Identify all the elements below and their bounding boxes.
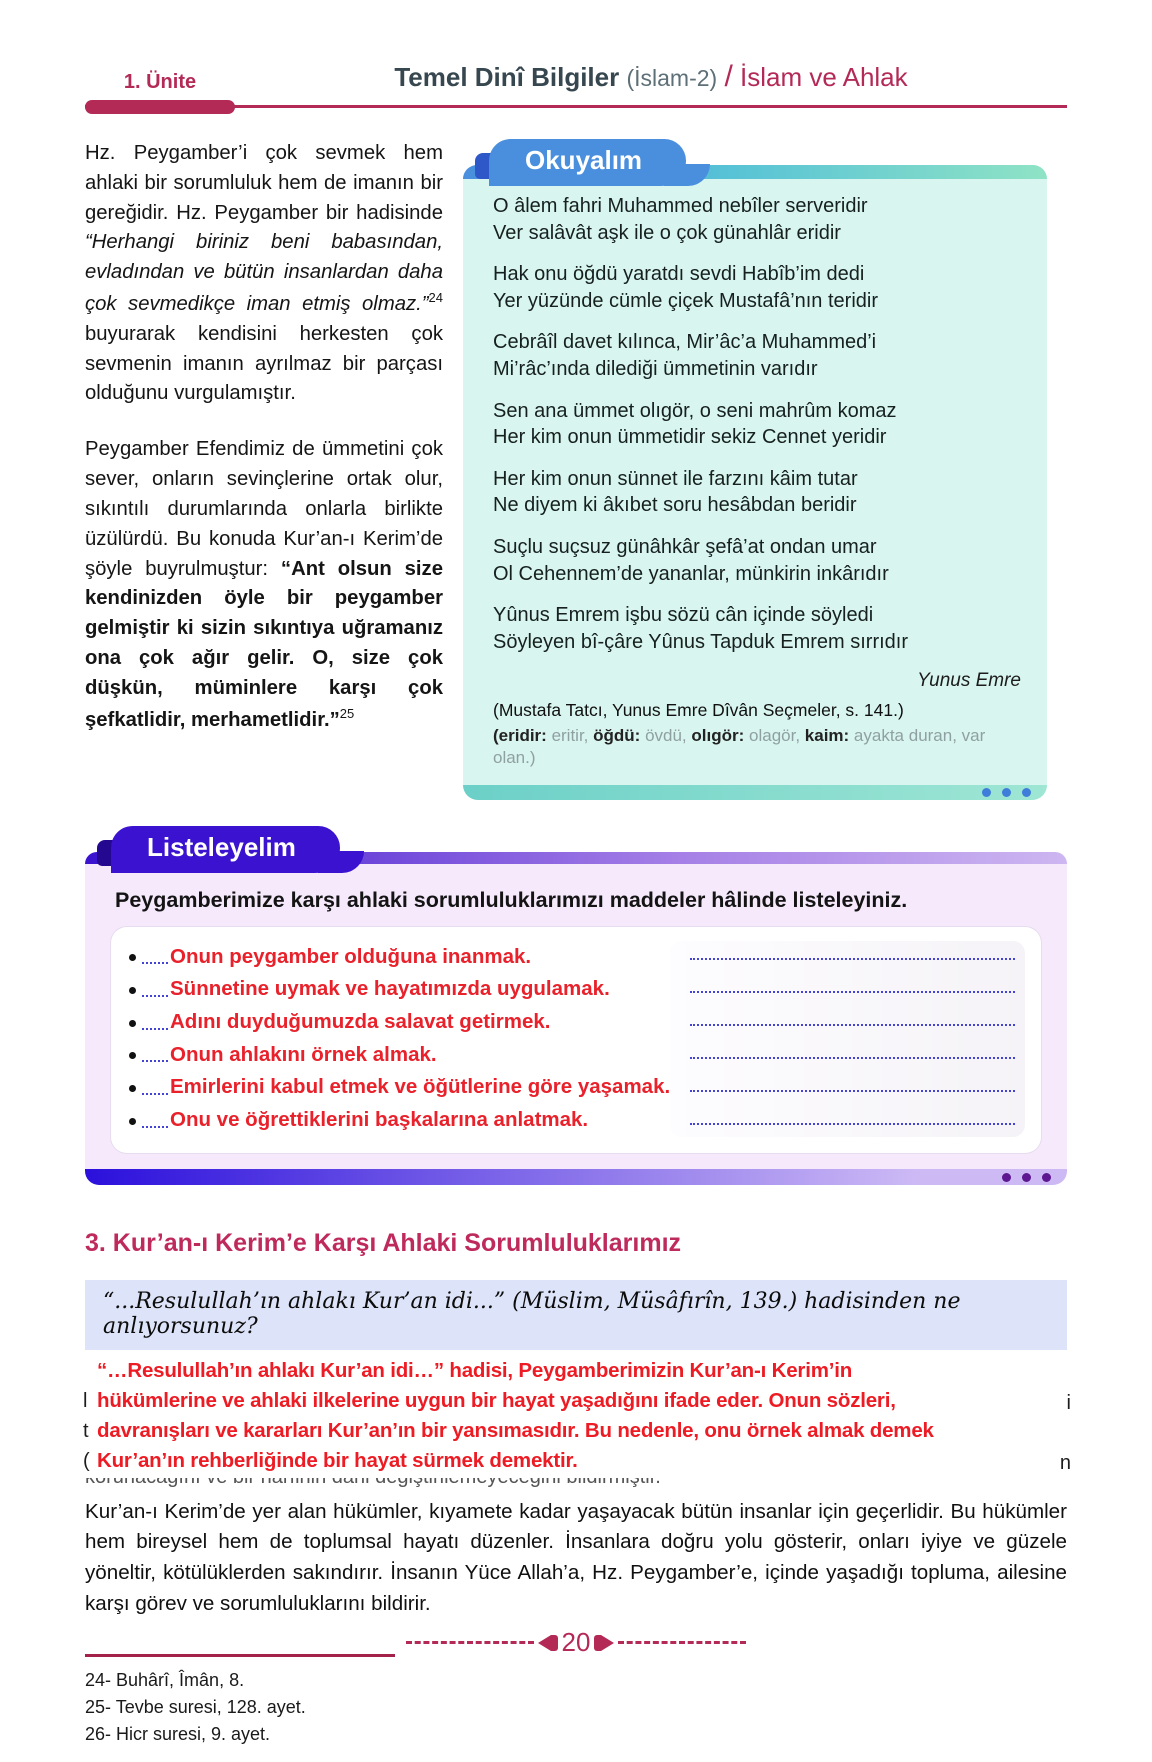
listeleyelim-bottom-strip <box>85 1169 1067 1185</box>
answer-row[interactable] <box>123 1104 670 1137</box>
listeleyelim-dots <box>1002 1173 1051 1182</box>
answer-text[interactable]: Emirlerini kabul etmek ve öğütlerine göre yaşamak. <box>170 1075 671 1099</box>
answer-row[interactable] <box>123 1071 670 1104</box>
okuyalim-dots <box>982 788 1031 797</box>
poem-line-2: Ver salâvât aşk ile o çok günahlâr eridir <box>493 221 841 244</box>
footnotes <box>85 1654 1067 1748</box>
blank-line[interactable] <box>690 1023 1015 1026</box>
bullet-icon <box>129 954 136 961</box>
answer-write-line[interactable] <box>142 962 168 964</box>
answer-text[interactable]: Sünnetine uymak ve hayatımızda uygulamak. <box>170 977 610 1001</box>
answer-write-line[interactable] <box>142 1028 168 1030</box>
blank-line[interactable] <box>690 1056 1015 1059</box>
poem-line-1: Hak onu öğdü yaratdı sevdi Habîb’im dedi <box>493 263 865 286</box>
footer-right-arrow-icon <box>594 1635 614 1651</box>
blank-line[interactable] <box>690 957 1015 960</box>
poem-source: (Mustafa Tatcı, Yunus Emre Dîvân Seçmeler, s. 141.) <box>493 700 904 721</box>
intro-paragraph-2: Peygamber Efendimiz de ümmetini çok sever, onların sevinçlerine ortak olur, sıkıntılı durumlarında onlarla birlikte üzülürdü. Bu konuda Kur’an-ı Kerim’de şöyle buyrulmuştur: “Ant olsun size kendinizden öyle bir peygamber gelmiştir ki sizin sıkıntıya uğramanız ona çok ağır gelir. O, size çok düşkün, müminlere karşı çok şefkatlidir, merhametlidir.”$^{25}$ <box>85 438 443 731</box>
body-paragraph: Kur’an-ı Kerim’de yer alan hükümler, kıyamete kadar yaşayacak bütün insanlar için geçerlidir. Bu hükümler hem bireysel hem de toplumsal hayatı düzenler. İnsanlara doğru yolu gösterir, onları iyiye ve güzele yöneltir, kötülüklerden sakındırır. İnsanın Yüce Allah’a, Hz. Peygamber’e, içinde yaşadığı topluma, ailesine karşı görev ve sorumluluklarını bildirir. <box>85 1499 1067 1616</box>
bullet-icon <box>129 1085 136 1092</box>
poem-couplet <box>493 193 1025 246</box>
footnote: 26- Hicr suresi, 9. ayet. <box>85 1724 271 1745</box>
poem <box>493 193 1025 655</box>
question-bar: “...Resulullah’ın ahlakı Kur’an idi...” (Müslim, Müsâfırîn, 139.) hadisinden ne anlıyorsunuz? <box>85 1280 1067 1350</box>
page-number: 20 <box>561 1627 591 1657</box>
answer-row[interactable] <box>123 941 670 974</box>
poem-attribution: Yunus Emre <box>917 670 1021 692</box>
blank-line[interactable] <box>690 1122 1015 1125</box>
page-footer <box>0 1627 1152 1658</box>
okuyalim-box <box>463 145 1047 800</box>
answers-card <box>111 927 1041 1153</box>
intro-paragraph-1: Hz. Peygamber’i çok sevmek hem ahlaki bir sorumluluk hem de imanın bir gereğidir. Hz. Peygamber bir hadisinde “Herhangi biriniz beni babasından, evladından ve bütün insanlardan daha çok sevmedikçe iman etmiş olmaz.”$^{24}$ buyurarak kendisini herkesten çok sevmenin imanın ayrılmaz bir parçası olduğunu vurgulamıştır. <box>85 142 443 405</box>
poem-line-1: Suçlu suçsuz günâhkâr şefâ’at ondan umar <box>493 535 877 558</box>
poem-line-2: Mi’râc’ında dilediği ümmetinin varıdır <box>493 357 818 380</box>
bullet-icon <box>129 1052 136 1059</box>
book-title: Temel Dinî Bilgiler <box>394 62 620 92</box>
answer-line[interactable]: davranışları ve kararları Kur’an’ın bir yansımasıdır. Bu nedenle, onu örnek almak demek <box>97 1418 934 1442</box>
poem-couplet <box>493 261 1025 314</box>
poem-line-2: Söyleyen bî-çâre Yûnus Tapduk Emrem sırrıdır <box>493 630 908 653</box>
obscured-fragment: ( <box>83 1449 90 1472</box>
poem-glossary <box>493 725 1025 769</box>
obscured-fragment: i <box>1066 1391 1071 1414</box>
answer-line[interactable]: hükümlerine ve ahlaki ilkelerine uygun bir hayat yaşadığını ifade eder. Onun sözleri, <box>97 1388 896 1412</box>
listeleyelim-tab: Listeleyelim <box>111 826 340 873</box>
answer-row[interactable] <box>123 1039 670 1072</box>
listeleyelim-box <box>85 831 1067 1185</box>
answer-list <box>123 941 670 1137</box>
poem-line-2: Yer yüzünde cümle çiçek Mustafâ’nın teridir <box>493 289 878 312</box>
blank-answer-lines[interactable] <box>670 941 1025 1137</box>
glossary-entry: kaim: ayakta duran, var olan.) <box>493 726 986 768</box>
poem-couplet <box>493 602 1025 655</box>
poem-line-2: Ne diyem ki âkıbet soru hesâbdan beridir <box>493 494 857 517</box>
footnote-ref-25: 25 <box>339 705 355 721</box>
okuyalim-bottom-strip <box>463 785 1047 800</box>
poem-couplet <box>493 329 1025 382</box>
answer-write-line[interactable] <box>142 995 168 997</box>
poem-line-1: Her kim onun sünnet ile farzını kâim tutar <box>493 467 858 490</box>
obscured-fragment: n <box>1059 1451 1071 1474</box>
poem-line-2: Her kim onun ümmetidir sekiz Cennet yeridir <box>493 426 887 449</box>
hadith-quote: “Herhangi biriniz beni babasından, evladından ve bütün insanlardan daha çok sevmedikçe iman etmiş olmaz.” <box>85 231 443 315</box>
verse-quote: “Ant olsun size kendinizden öyle bir peygamber gelmiştir ki sizin sıkıntıya uğramanız ona çok ağır gelir. O, size çok düşkün, müminlere karşı çok şefkatlidir, merhametlidir.” <box>85 557 443 731</box>
activity-prompt: Peygamberimize karşı ahlaki sorumluluklarımızı maddeler hâlinde listeleyiniz. <box>115 887 908 912</box>
page-header <box>85 60 1067 94</box>
answer-text[interactable]: Adını duyduğumuzda salavat getirmek. <box>170 1009 551 1033</box>
answer-write-line[interactable] <box>142 1093 168 1095</box>
header-rule <box>85 100 1067 115</box>
poem-line-1: Sen ana ümmet olıgör, o seni mahrûm komaz <box>493 399 897 422</box>
obscured-fragment: l <box>83 1389 88 1412</box>
chapter-topic: İslam ve Ahlak <box>740 62 908 92</box>
blank-line[interactable] <box>690 990 1015 993</box>
answer-line[interactable]: Kur’an’ın rehberliğinde bir hayat sürmek demektir. <box>97 1448 578 1472</box>
unit-label: 1. Ünite <box>123 71 197 93</box>
glossary-entry: (eridir: eritir, <box>493 726 594 746</box>
obscured-fragment: t <box>83 1419 89 1442</box>
glossary-entry: olıgör: olagör, <box>691 726 805 746</box>
bullet-icon <box>129 987 136 994</box>
poem-line-2: Ol Cehennem’de yananlar, münkirin inkârıdır <box>493 562 889 585</box>
poem-couplet <box>493 398 1025 451</box>
handwritten-answer-block[interactable] <box>83 1350 1071 1478</box>
answer-write-line[interactable] <box>142 1060 168 1062</box>
intro-text <box>85 139 443 800</box>
answer-lines <box>97 1356 1067 1476</box>
poem-line-1: Yûnus Emrem işbu sözü cân içinde söyledi <box>493 604 874 627</box>
bullet-icon <box>129 1118 136 1125</box>
page-title <box>235 60 1067 94</box>
bullet-icon <box>129 1020 136 1027</box>
poem-couplet <box>493 466 1025 519</box>
footnote: 25- Tevbe suresi, 128. ayet. <box>85 1697 306 1718</box>
answer-text[interactable]: Onu ve öğrettiklerini başkalarına anlatmak. <box>170 1107 589 1131</box>
section-heading: 3. Kur’an-ı Kerim’e Karşı Ahlaki Sorumluluklarımız <box>85 1228 682 1257</box>
title-divider: / <box>724 60 733 93</box>
footnote: 24- Buhârî, Îmân, 8. <box>85 1670 245 1691</box>
glossary-entry: öğdü: övdü, <box>593 726 692 746</box>
footer-left-arrow-icon <box>538 1635 558 1651</box>
answer-row[interactable] <box>123 1006 670 1039</box>
footer-dashes-left <box>406 1641 534 1644</box>
answer-text[interactable]: Onun ahlakını örnek almak. <box>170 1042 437 1066</box>
answer-row[interactable] <box>123 973 670 1006</box>
poem-couplet <box>493 534 1025 587</box>
answer-write-line[interactable] <box>142 1126 168 1128</box>
poem-line-1: O âlem fahri Muhammed nebîler serveridir <box>493 195 868 217</box>
answer-text[interactable]: Onun peygamber olduğuna inanmak. <box>170 944 532 968</box>
book-subtitle: (İslam-2) <box>626 65 718 91</box>
poem-line-1: Cebrâîl davet kılınca, Mir’âc’a Muhammed’i <box>493 331 877 354</box>
blank-line[interactable] <box>690 1089 1015 1092</box>
header-rule-pill <box>85 100 235 114</box>
answer-line[interactable]: “…Resulullah’ın ahlakı Kur’an idi…” hadisi, Peygamberimizin Kur’an-ı Kerim’in <box>97 1358 853 1382</box>
okuyalim-tab: Okuyalım <box>489 139 686 186</box>
footnote-ref-24: 24 <box>428 290 443 306</box>
footer-dashes-right <box>618 1641 746 1644</box>
